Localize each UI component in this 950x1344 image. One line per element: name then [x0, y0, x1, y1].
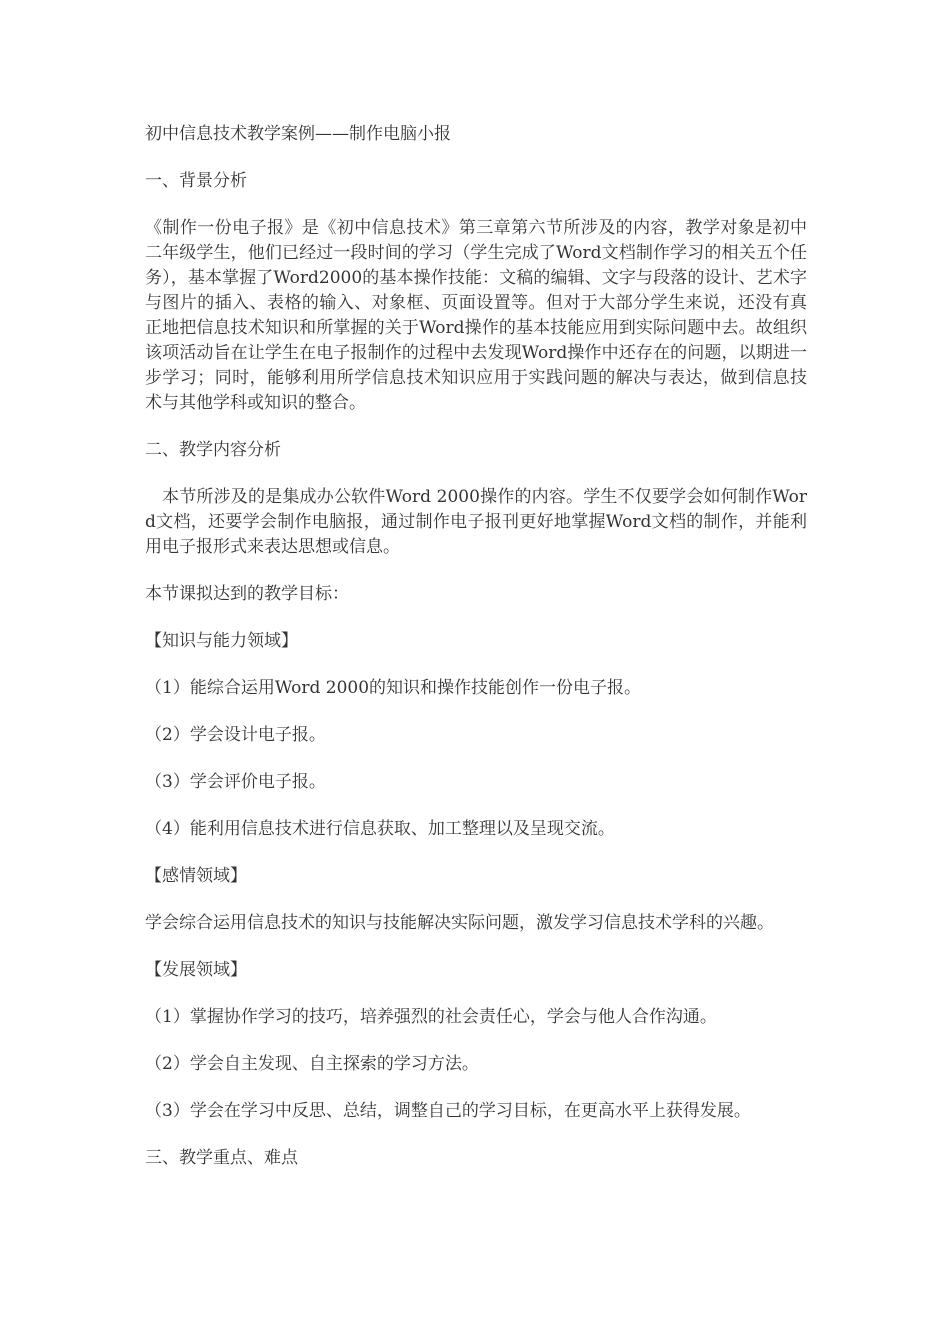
background-paragraph: 《制作一份电子报》是《初中信息技术》第三章第六节所涉及的内容，教学对象是初中二年级学生，他们已经过一段时间的学习（学生完成了Word文档制作学习的相关五个任务），基本掌握了Word2000的基本操作技能：文稿的编辑、文字与段落的设计、艺术字与图片的插入、表格的输入、对象框、页面设置等。但对于大部分学生来说，还没有真正地把信息技术知识和所掌握的关于Word操作的基本技能应用到实际问题中去。故组织该项活动旨在让学生在电子报制作的过程中去发现Word操作中还存在的问题，以期进一步学习；同时，能够利用所学信息技术知识应用于实践问题的解决与表达，做到信息技术与其他学科或知识的整合。: [145, 218, 807, 413]
development-heading: 【发展领域】: [145, 960, 247, 980]
knowledge-heading: 【知识与能力领域】: [145, 631, 298, 651]
emotion-heading: 【感情领域】: [145, 866, 247, 886]
goals-intro: 本节课拟达到的教学目标：: [145, 584, 349, 604]
knowledge-item-4: （4）能利用信息技术进行信息获取、加工整理以及呈现交流。: [145, 819, 615, 839]
development-item-1: （1）掌握协作学习的技巧，培养强烈的社会责任心，学会与他人合作沟通。: [145, 1007, 717, 1027]
development-item-2: （2）学会自主发现、自主探索的学习方法。: [145, 1054, 479, 1074]
knowledge-item-1: （1）能综合运用Word 2000的知识和操作技能创作一份电子报。: [145, 678, 642, 698]
document-title: 初中信息技术教学案例——制作电脑小报: [145, 124, 451, 144]
knowledge-item-3: （3）学会评价电子报。: [145, 772, 326, 792]
document-body: [145, 122, 807, 1193]
development-item-3: （3）学会在学习中反思、总结，调整自己的学习目标，在更高水平上获得发展。: [145, 1101, 751, 1121]
section-heading-background: 一、背景分析: [145, 171, 247, 191]
section-heading-key-points: 三、教学重点、难点: [145, 1148, 298, 1168]
emotion-paragraph: 学会综合运用信息技术的知识与技能解决实际问题，激发学习信息技术学科的兴趣。: [145, 913, 774, 933]
section-heading-content-analysis: 二、教学内容分析: [145, 440, 281, 460]
content-analysis-paragraph: 本节所涉及的是集成办公软件Word 2000操作的内容。学生不仅要学会如何制作Word文档，还要学会制作电脑报，通过制作电子报刊更好地掌握Word文档的制作，并能利用电子报形式来表达思想或信息。: [145, 487, 807, 557]
knowledge-item-2: （2）学会设计电子报。: [145, 725, 326, 745]
